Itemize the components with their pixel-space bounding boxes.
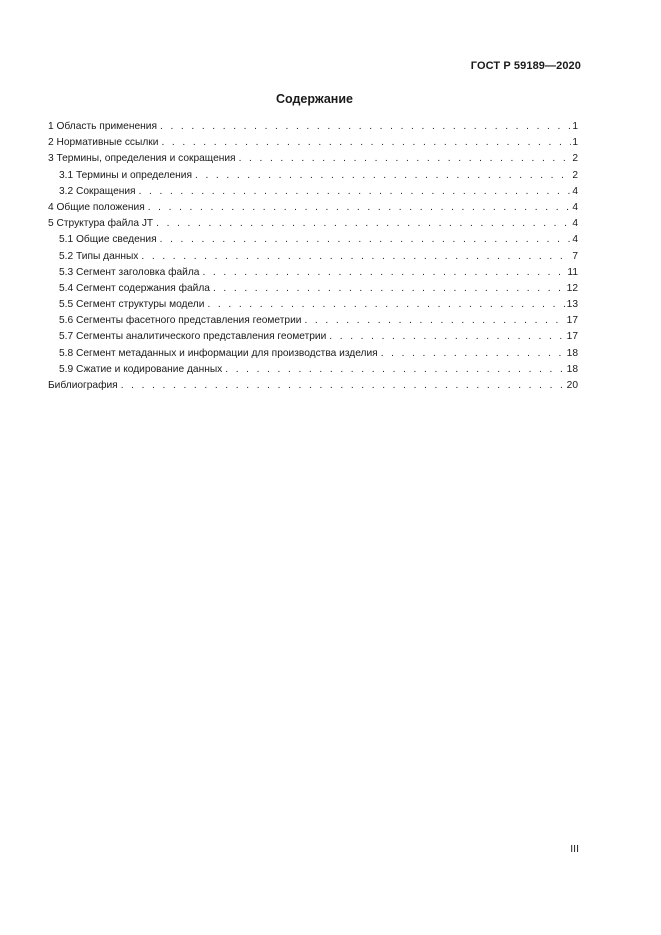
toc-entry[interactable]	[48, 216, 578, 232]
toc-entry[interactable]	[48, 200, 578, 216]
toc-entry-page: 7	[572, 250, 578, 262]
toc-entry-page: 11	[567, 266, 578, 278]
toc-entry[interactable]	[48, 184, 578, 200]
toc-dot-leader	[195, 168, 571, 184]
toc-dot-leader	[213, 281, 566, 297]
toc-entry[interactable]	[48, 168, 578, 184]
toc-entry-title: 3.1 Термины и определения	[59, 169, 192, 181]
toc-entry-title: Библиография	[48, 380, 118, 391]
toc-dot-leader	[121, 378, 566, 394]
toc-entry-page: 1	[572, 137, 578, 149]
toc-entry-page: 2	[572, 169, 578, 181]
toc-entry-page: 13	[566, 299, 578, 311]
toc-entry-page: 2	[572, 153, 578, 165]
toc-entry-page: 4	[572, 201, 578, 213]
page-number: III	[570, 843, 579, 855]
toc-entry-title: 5.3 Сегмент заголовка файла	[59, 266, 200, 278]
table-of-contents	[48, 119, 578, 394]
toc-entry-page: 4	[572, 185, 578, 197]
toc-entry[interactable]	[48, 232, 578, 248]
toc-entry-title: 5.6 Сегменты фасетного представления геометрии	[59, 315, 302, 327]
toc-entry-title: 3 Термины, определения и сокращения	[48, 153, 236, 165]
toc-dot-leader	[304, 313, 565, 329]
toc-entry[interactable]	[48, 281, 578, 297]
toc-dot-leader	[141, 249, 571, 265]
toc-entry[interactable]	[48, 346, 578, 362]
toc-dot-leader	[239, 151, 572, 167]
toc-dot-leader	[160, 232, 572, 248]
toc-entry[interactable]	[48, 151, 578, 167]
toc-dot-leader	[148, 200, 572, 216]
toc-entry-title: 3.2 Сокращения	[59, 185, 136, 197]
toc-entry-page: 12	[566, 282, 578, 294]
toc-entry-title: 5.4 Сегмент содержания файла	[59, 282, 210, 294]
toc-title: Содержание	[275, 92, 353, 106]
toc-dot-leader	[225, 362, 565, 378]
toc-entry-page: 20	[566, 380, 578, 391]
toc-entry[interactable]	[48, 313, 578, 329]
toc-entry-title: 5.8 Сегмент метаданных и информации для производства изделия	[59, 347, 378, 359]
toc-entry-page: 18	[566, 363, 578, 375]
toc-dot-leader	[161, 135, 571, 151]
toc-entry-title: 5 Структура файла JT	[48, 218, 154, 230]
toc-entry-page: 4	[572, 218, 578, 230]
toc-entry[interactable]	[48, 135, 578, 151]
toc-entry[interactable]	[48, 329, 578, 345]
document-code: ГОСТ Р 59189—2020	[470, 60, 581, 72]
toc-entry-title: 5.5 Сегмент структуры модели	[59, 299, 205, 311]
toc-dot-leader	[381, 346, 566, 362]
toc-dot-leader	[329, 329, 565, 345]
toc-dot-leader	[207, 297, 565, 313]
toc-entry-page: 18	[566, 347, 578, 359]
toc-entry-title: 5.7 Сегменты аналитического представления геометрии	[59, 331, 327, 343]
toc-entry-title: 5.1 Общие сведения	[59, 234, 157, 246]
toc-entry-page: 1	[572, 121, 578, 132]
toc-entry-page: 17	[566, 331, 578, 343]
toc-entry-title: 5.9 Сжатие и кодирование данных	[59, 363, 223, 375]
toc-entry[interactable]	[48, 265, 578, 281]
toc-entry-title: 2 Нормативные ссылки	[48, 137, 159, 149]
toc-entry[interactable]	[48, 362, 578, 378]
toc-entry[interactable]	[48, 297, 578, 313]
toc-entry[interactable]	[48, 249, 578, 265]
toc-entry-title: 4 Общие положения	[48, 201, 145, 213]
toc-entry[interactable]	[48, 119, 578, 135]
toc-dot-leader	[202, 265, 566, 281]
toc-entry-title: 1 Область применения	[48, 121, 157, 132]
toc-dot-leader	[139, 184, 572, 200]
toc-entry-page: 4	[572, 234, 578, 246]
toc-dot-leader	[160, 119, 571, 135]
toc-entry-page: 17	[566, 315, 578, 327]
toc-entry[interactable]	[48, 378, 578, 394]
toc-dot-leader	[156, 216, 571, 232]
toc-entry-title: 5.2 Типы данных	[59, 250, 139, 262]
